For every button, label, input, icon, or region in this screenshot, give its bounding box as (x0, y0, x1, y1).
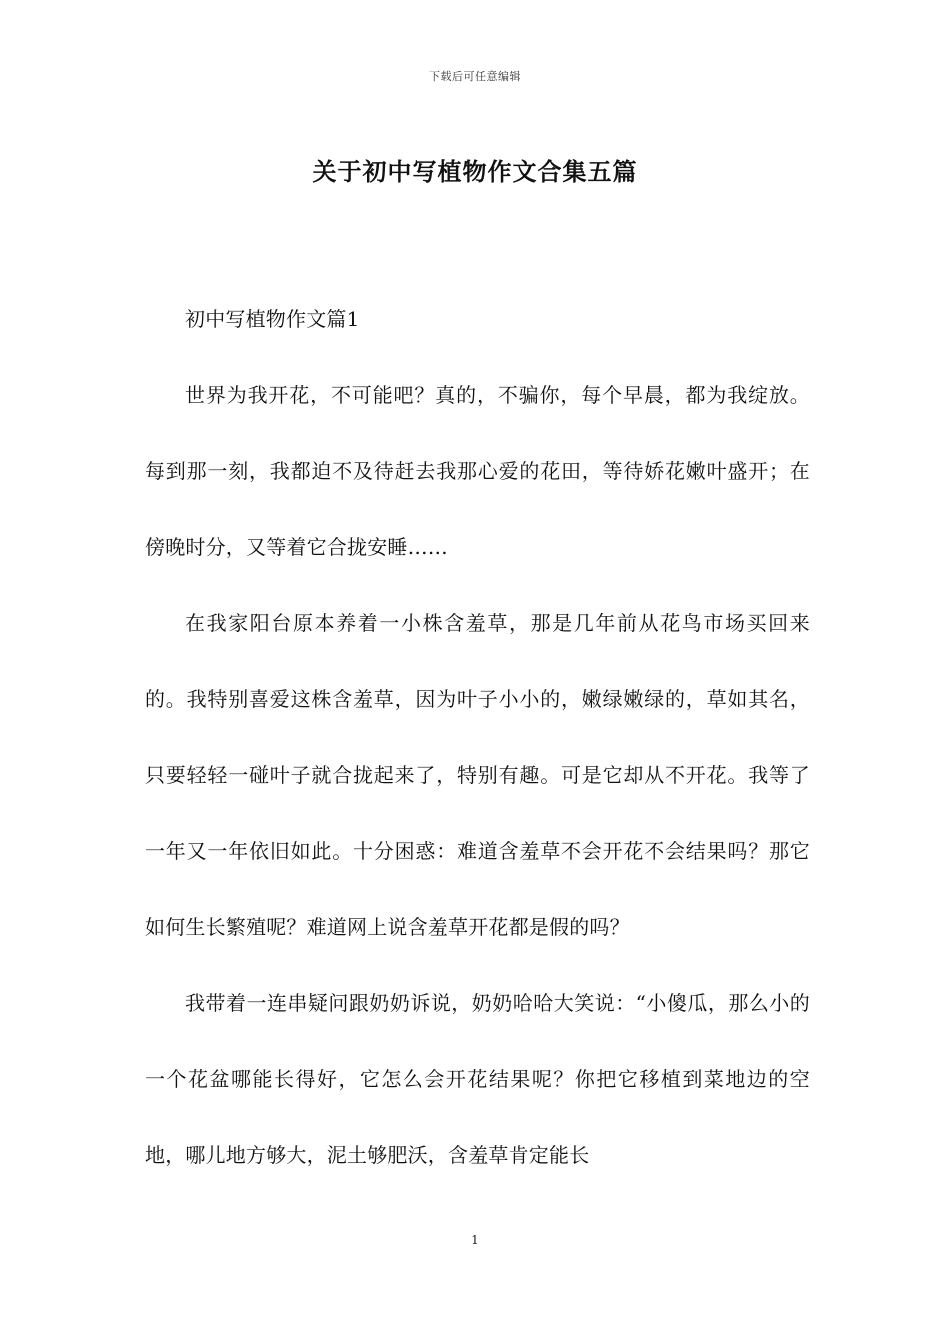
document-title: 关于初中写植物作文合集五篇 (312, 157, 638, 186)
section-heading: 初中写植物作文篇1 (185, 307, 360, 331)
header-note: 下载后可任意编辑 (429, 70, 521, 83)
document-body (145, 281, 810, 1193)
page-number: 1 (471, 1233, 479, 1247)
paragraph: 我带着一连串疑问跟奶奶诉说，奶奶哈哈大笑说：“小傻瓜，那么小的一个花盆哪能长得好，它怎么会开花结果呢？你把它移植到菜地边的空地，哪儿地方够大，泥土够肥沃，含羞草肯定能长 (145, 991, 810, 1167)
paragraph: 世界为我开花，不可能吧？真的，不骗你，每个早晨，都为我绽放。每到那一刻，我都迫不及待赶去我那心爱的花田，等待娇花嫩叶盛开；在傍晚时分，又等着它合拢安睡…… (145, 383, 810, 559)
paragraph: 在我家阳台原本养着一小株含羞草，那是几年前从花鸟市场买回来的。我特别喜爱这株含羞草，因为叶子小小的，嫩绿嫩绿的，草如其名，只要轻轻一碰叶子就合拢起来了，特别有趣。可是它却从不开花。我等了一年又一年依旧如此。十分困惑：难道含羞草不会开花不会结果吗？那它如何生长繁殖呢？难道网上说含羞草开花都是假的吗？ (145, 611, 810, 939)
